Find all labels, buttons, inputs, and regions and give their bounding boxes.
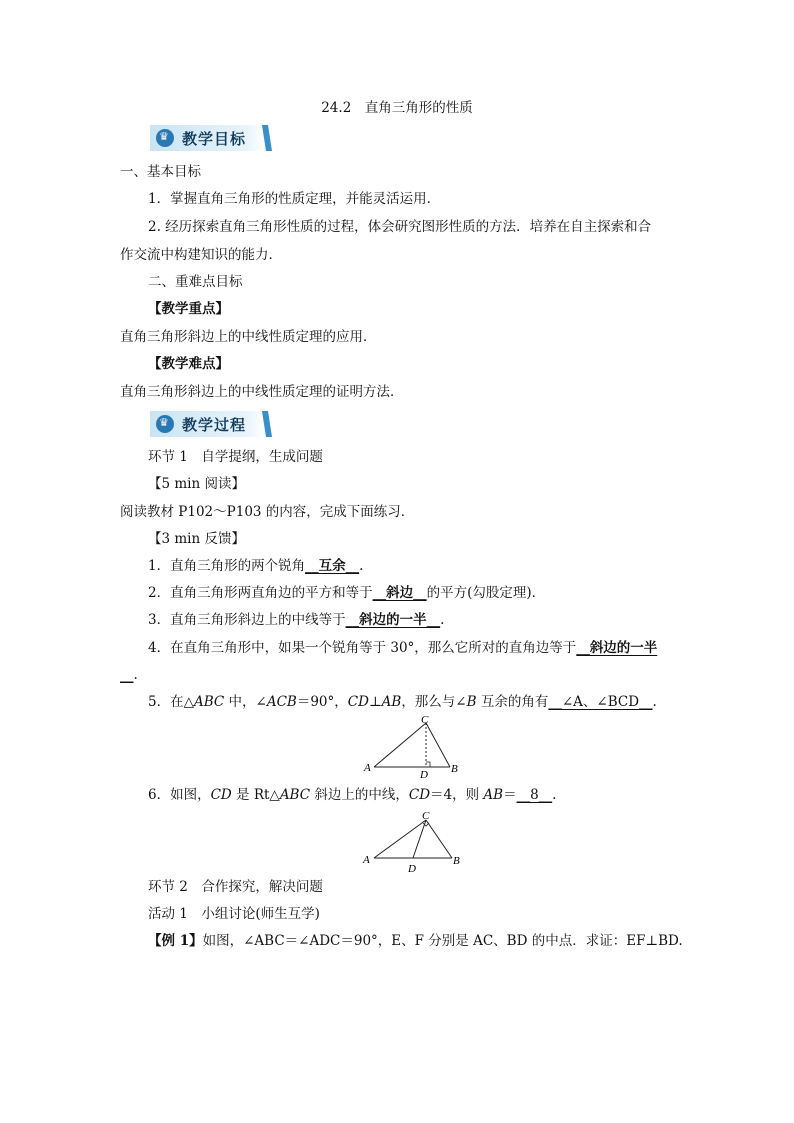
difficulty-label: 【教学难点】 [148,356,229,372]
question-4-continued: __. [120,667,138,683]
side-cb [426,820,452,858]
difficulty-text: 直角三角形斜边上的中线性质定理的证明方法． [120,384,404,400]
question-5: 5．在△ABC 中，∠ACB＝90°，CD⊥AB，那么与∠B 互余的角有__∠A、∠BCD__. [148,694,657,710]
trophy-icon: ♛ [159,416,169,429]
right-angle-mark [426,762,430,767]
label-b: B [453,855,460,867]
answer-6: __8__ [516,787,553,803]
label-d: D [420,769,428,780]
key-goals-heading: 二、重难点目标 [148,274,243,290]
label-a: A [364,762,371,774]
label-b: B [451,763,458,775]
goal-item-2-line1: 2. 经历探索直角三角形性质的过程，体会研究图形性质的方法．培养在自主探索和合 [148,219,652,235]
side-ac [374,820,426,858]
answer-3: __斜边的一半__ [345,612,441,628]
basic-goals-heading: 一、基本目标 [120,164,201,180]
example-1-text: 如图，∠ABC＝∠ADC＝90°，E、F 分别是 AC、BD 的中点．求证：EF⊥BD. [202,933,683,949]
label-c: C [422,810,430,822]
answer-4: __斜边的一半 [576,640,658,656]
page-title: 24.2 直角三角形的性质 [321,100,473,116]
step-1-heading: 环节 1 自学提纲，生成问题 [148,449,323,465]
reading-text: 阅读教材 P102～P103 的内容，完成下面练习． [120,504,415,520]
focus-text: 直角三角形斜边上的中线性质定理的应用． [120,329,377,345]
example-1-label: 【例 1】 [148,933,203,949]
label-c: C [421,715,429,726]
example-1 [148,931,708,951]
median-cd [413,820,426,858]
side-cb [426,723,450,767]
goal-item-2-line2: 作交流中构建知识的能力． [120,247,282,263]
answer-2: __斜边__ [372,585,427,601]
figure-altitude-triangle [360,715,470,780]
figure-median-triangle [360,808,470,876]
section-banner-goals [150,125,272,151]
answer-5: __∠A、∠BCD__ [548,694,653,710]
focus-label: 【教学重点】 [148,301,229,317]
trophy-icon: ♛ [159,130,169,143]
activity-1-heading: 活动 1 小组讨论(师生互学) [148,906,320,922]
section-banner-process [150,411,272,437]
question-4: 4．在直角三角形中，如果一个锐角等于 30°，那么它所对的直角边等于__斜边的一半 [148,640,658,656]
reading-label: 【5 min 阅读】 [148,476,245,492]
answer-1: __互余__ [305,558,360,574]
goal-item-1: 1．掌握直角三角形的性质定理，并能灵活运用． [148,191,441,207]
banner-process-label: 教学过程 [182,416,247,434]
label-d: D [408,863,416,875]
question-3: 3．直角三角形斜边上的中线等于__斜边的一半__. [148,612,445,628]
side-ac [374,723,426,767]
label-a: A [363,854,370,866]
step-2-heading: 环节 2 合作探究，解决问题 [148,879,323,895]
question-6: 6．如图，CD 是 Rt△ABC 斜边上的中线，CD＝4，则 AB＝__8__. [148,787,557,803]
feedback-label: 【3 min 反馈】 [148,531,245,547]
question-1: 1．直角三角形的两个锐角__互余__. [148,558,364,574]
banner-goals-label: 教学目标 [182,130,247,148]
question-2: 2．直角三角形两直角边的平方和等于__斜边__的平方(勾股定理)． [148,585,546,601]
